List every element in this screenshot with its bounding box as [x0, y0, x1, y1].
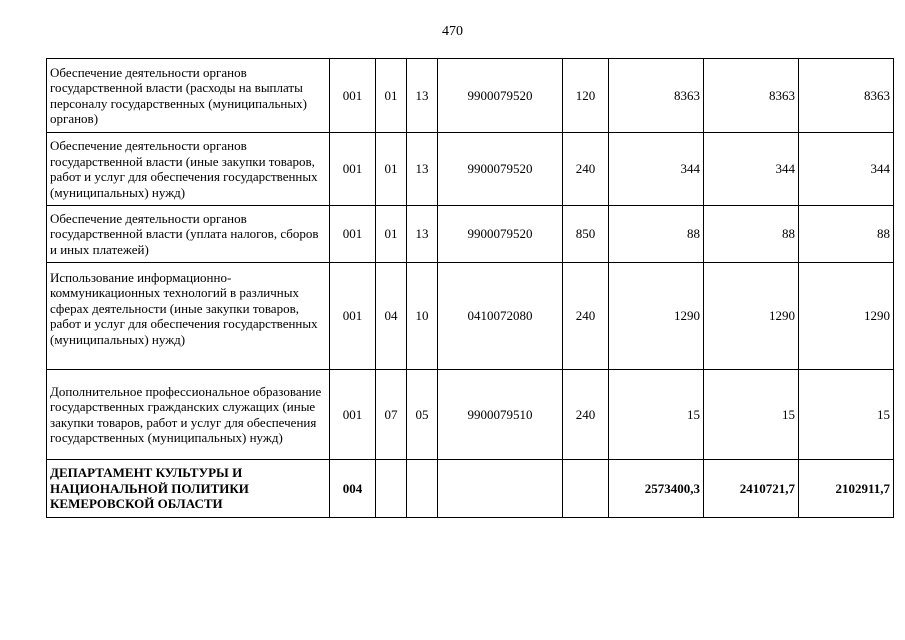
amount-year-2: 8363 — [704, 59, 799, 133]
table-row — [47, 206, 894, 263]
subsection-code: 13 — [407, 133, 438, 206]
subsection-code: 05 — [407, 370, 438, 460]
section-code: 01 — [376, 133, 407, 206]
table-row — [47, 370, 894, 460]
target-article-code: 9900079520 — [438, 133, 563, 206]
amount-year-2: 1290 — [704, 263, 799, 370]
section-code: 01 — [376, 59, 407, 133]
page-number: 470 — [442, 24, 463, 39]
target-article-code: 9900079520 — [438, 59, 563, 133]
section-code: 01 — [376, 206, 407, 263]
ministry-code: 001 — [330, 133, 376, 206]
row-name: ДЕПАРТАМЕНТ КУЛЬТУРЫ И НАЦИОНАЛЬНОЙ ПОЛИТИКИ КЕМЕРОВСКОЙ ОБЛАСТИ — [47, 460, 330, 518]
target-article-code: 9900079520 — [438, 206, 563, 263]
table-row — [47, 133, 894, 206]
amount-year-1: 2573400,3 — [609, 460, 704, 518]
amount-year-3: 344 — [799, 133, 894, 206]
row-name: Обеспечение деятельности органов государственной власти (расходы на выплаты персоналу государственных (муниципальных) органов) — [47, 59, 330, 133]
subsection-code: 10 — [407, 263, 438, 370]
section-code: 04 — [376, 263, 407, 370]
budget-table — [46, 58, 894, 518]
row-name: Использование информационно-коммуникационных технологий в различных сферах деятельности (иные закупки товаров, работ и услуг для обеспечения государственных (муниципальных) нужд) — [47, 263, 330, 370]
expense-type-code: 120 — [563, 59, 609, 133]
subsection-code — [407, 460, 438, 518]
section-code — [376, 460, 407, 518]
amount-year-3: 8363 — [799, 59, 894, 133]
amount-year-3: 1290 — [799, 263, 894, 370]
expense-type-code: 240 — [563, 133, 609, 206]
ministry-code: 001 — [330, 206, 376, 263]
amount-year-3: 2102911,7 — [799, 460, 894, 518]
amount-year-1: 344 — [609, 133, 704, 206]
amount-year-1: 8363 — [609, 59, 704, 133]
amount-year-2: 88 — [704, 206, 799, 263]
amount-year-1: 1290 — [609, 263, 704, 370]
amount-year-1: 88 — [609, 206, 704, 263]
ministry-code: 001 — [330, 370, 376, 460]
amount-year-2: 15 — [704, 370, 799, 460]
expense-type-code: 240 — [563, 370, 609, 460]
target-article-code: 9900079510 — [438, 370, 563, 460]
subsection-code: 13 — [407, 206, 438, 263]
amount-year-2: 344 — [704, 133, 799, 206]
table-row — [47, 460, 894, 518]
row-name: Дополнительное профессиональное образование государственных гражданских служащих (иные закупки товаров, работ и услуг для обеспечения государственных (муниципальных) нужд) — [47, 370, 330, 460]
ministry-code: 004 — [330, 460, 376, 518]
target-article-code: 0410072080 — [438, 263, 563, 370]
amount-year-3: 15 — [799, 370, 894, 460]
ministry-code: 001 — [330, 59, 376, 133]
amount-year-1: 15 — [609, 370, 704, 460]
expense-type-code — [563, 460, 609, 518]
amount-year-2: 2410721,7 — [704, 460, 799, 518]
subsection-code: 13 — [407, 59, 438, 133]
table-row — [47, 59, 894, 133]
expense-type-code: 850 — [563, 206, 609, 263]
target-article-code — [438, 460, 563, 518]
expense-type-code: 240 — [563, 263, 609, 370]
amount-year-3: 88 — [799, 206, 894, 263]
table-row — [47, 263, 894, 370]
row-name: Обеспечение деятельности органов государственной власти (иные закупки товаров, работ и услуг для обеспечения государственных (муниципальных) нужд) — [47, 133, 330, 206]
section-code: 07 — [376, 370, 407, 460]
ministry-code: 001 — [330, 263, 376, 370]
row-name: Обеспечение деятельности органов государственной власти (уплата налогов, сборов и иных платежей) — [47, 206, 330, 263]
